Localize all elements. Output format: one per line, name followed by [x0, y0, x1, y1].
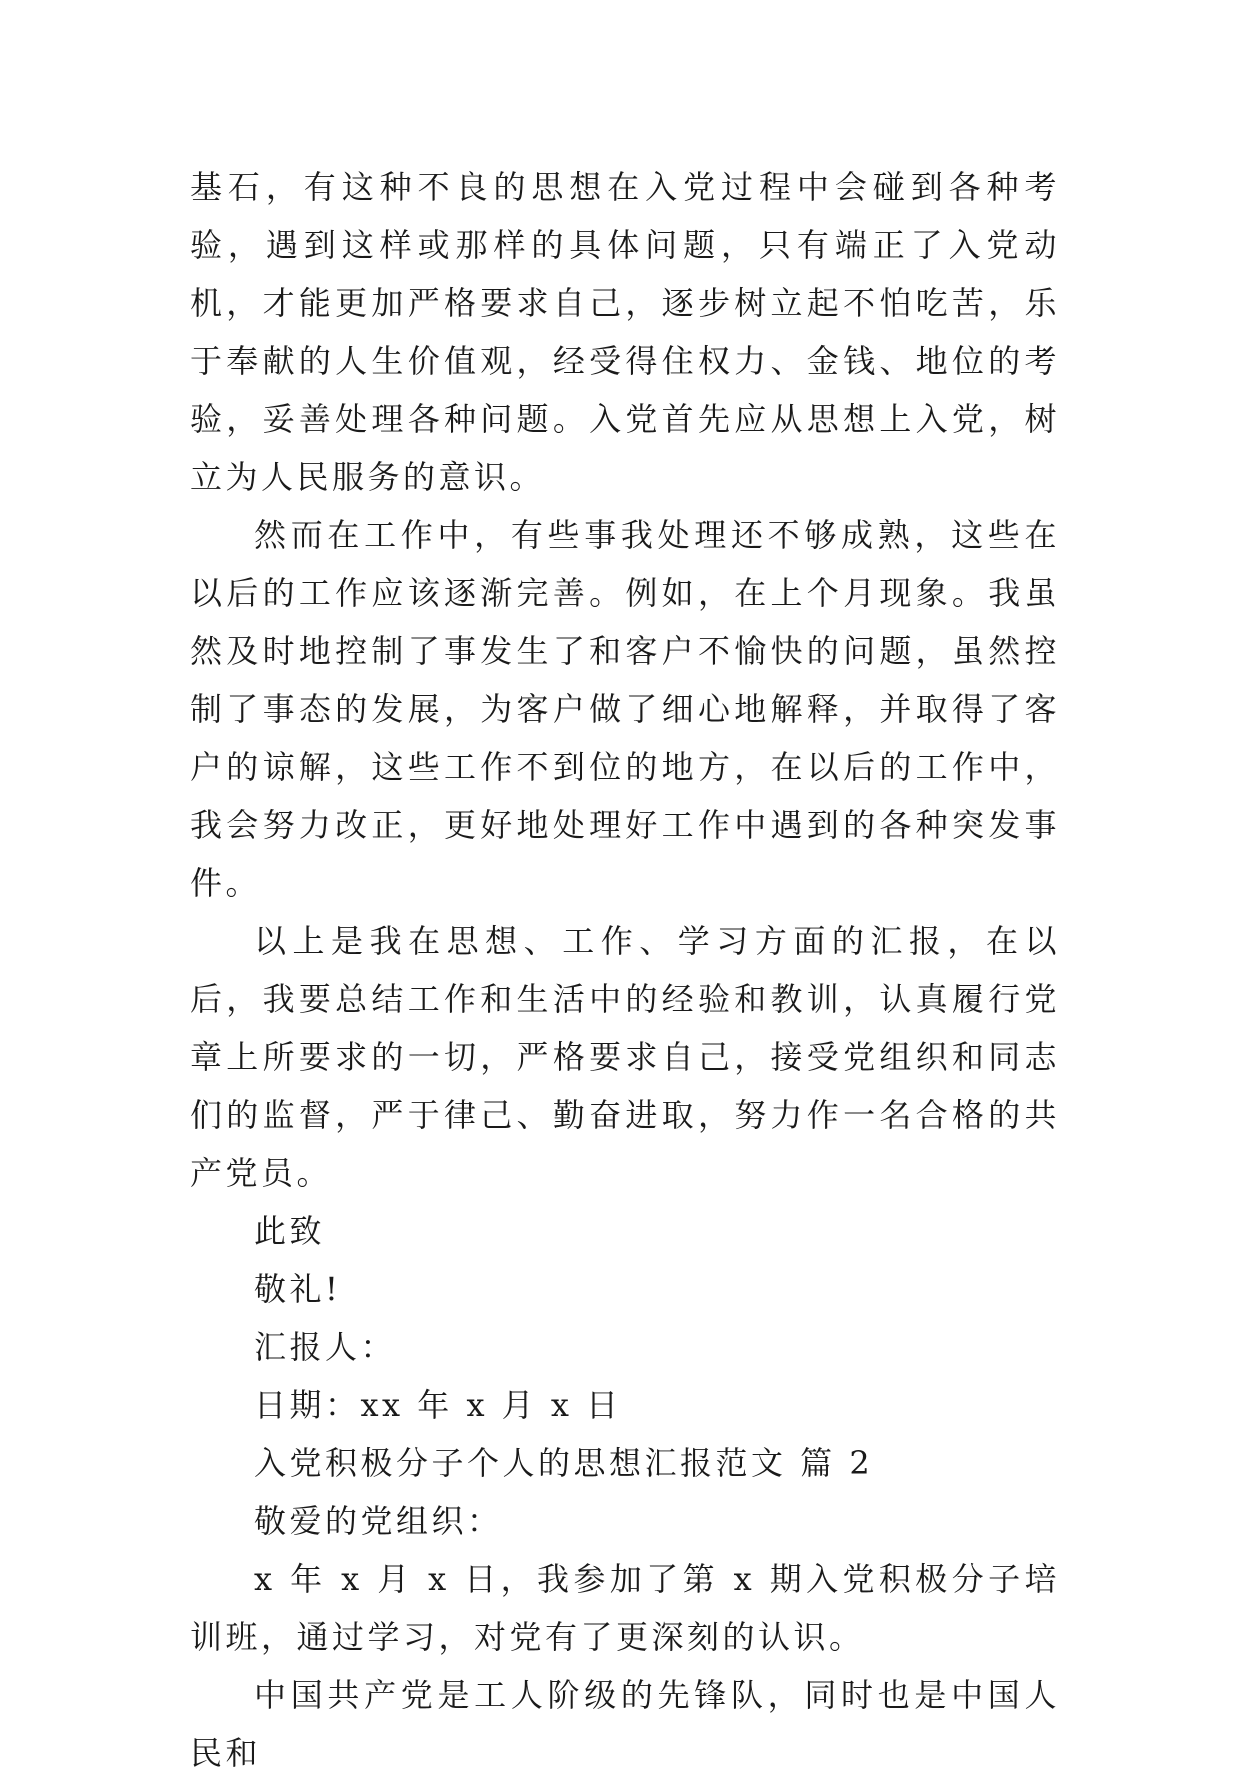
date-line: 日期：xx 年 x 月 x 日 [254, 1386, 622, 1424]
document-body [190, 158, 1060, 1782]
body-paragraph-3: 以上是我在思想、工作、学习方面的汇报，在以后，我要总结工作和生活中的经验和教训，认真履行党章上所要求的一切，严格要求自己，接受党组织和同志们的监督，严于律己、勤奋进取，努力作一名合格的共产党员。 [190, 922, 1060, 1192]
closing-line-1: 此致 [254, 1212, 326, 1250]
reporter-label: 汇报人： [254, 1328, 397, 1366]
body-paragraph-5: 中国共产党是工人阶级的先锋队，同时也是中国人民和 [190, 1676, 1060, 1772]
salutation: 敬爱的党组织： [254, 1502, 503, 1540]
body-paragraph-2: 然而在工作中，有些事我处理还不够成熟，这些在以后的工作应该逐渐完善。例如，在上个月现象。我虽然及时地控制了事发生了和客户不愉快的问题，虽然控制了事态的发展，为客户做了细心地解释，并取得了客户的谅解，这些工作不到位的地方，在以后的工作中，我会努力改正，更好地处理好工作中遇到的各种突发事件。 [190, 516, 1060, 902]
body-paragraph-4: x 年 x 月 x 日，我参加了第 x 期入党积极分子培训班，通过学习，对党有了更深刻的认识。 [190, 1560, 1060, 1656]
section-title: 入党积极分子个人的思想汇报范文 篇 2 [254, 1444, 874, 1482]
body-paragraph-1: 基石，有这种不良的思想在入党过程中会碰到各种考验，遇到这样或那样的具体问题，只有端正了入党动机，才能更加严格要求自己，逐步树立起不怕吃苦，乐于奉献的人生价值观，经受得住权力、金钱、地位的考验，妥善处理各种问题。入党首先应从思想上入党，树立为人民服务的意识。 [190, 168, 1060, 496]
closing-line-2: 敬礼! [254, 1270, 342, 1308]
